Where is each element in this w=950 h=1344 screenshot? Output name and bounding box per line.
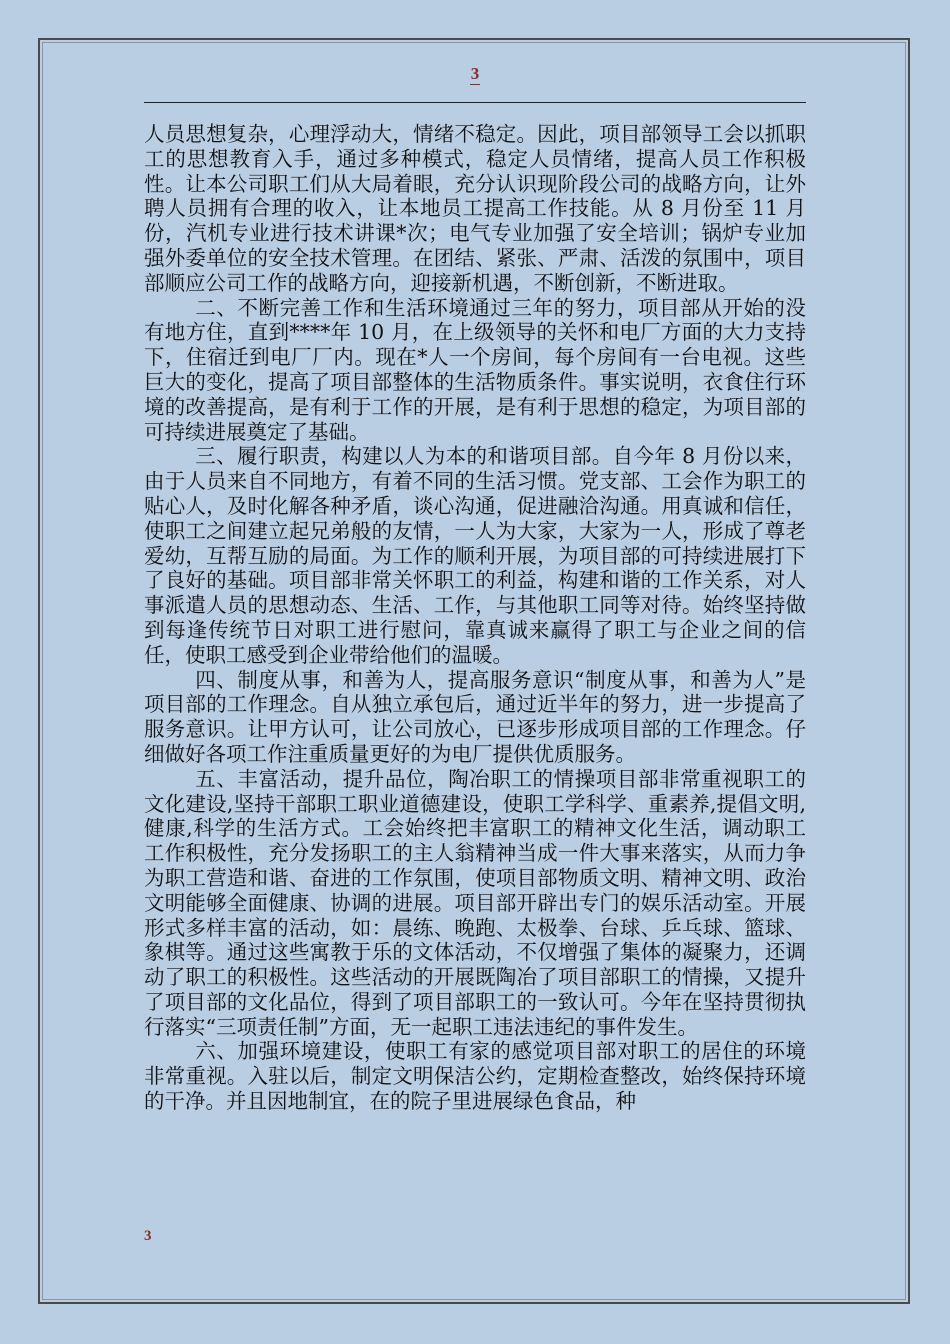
paragraph-5: 五、丰富活动，提升品位，陶冶职工的情操项目部非常重视职工的文化建设,坚持干部职工职业道德建设，使职工学科学、重素养,提倡文明,健康,科学的生活方式。工会始终把丰富职工的精神文化生活，调动职工工作积极性，充分发扬职工的主人翁精神当成一件大事来落实，从而力争为职工营造和谐、奋进的工作氛围，使项目部物质文明、精神文明、政治文明能够全面健康、协调的进展。项目部开辟出专门的娱乐活动室。开展形式多样丰富的活动，如：晨练、晚跑、太极拳、台球、乒乓球、篮球、象棋等。通过这些寓教于乐的文体活动，不仅增强了集体的凝聚力，还调动了职工的积极性。这些活动的开展既陶冶了项目部职工的情操，又提升了项目部的文化品位，得到了项目部职工的一致认可。今年在坚持贯彻执行落实“三项责任制”方面，无一起职工违法违纪的事件发生。 bbox=[144, 766, 806, 1039]
document-body bbox=[144, 122, 806, 1114]
footer-page-number: 3 bbox=[144, 1228, 152, 1244]
header-page-number: 3 bbox=[470, 64, 480, 83]
paragraph-6: 六、加强环境建设，使职工有家的感觉项目部对职工的居住的环境非常重视。入驻以后，制定文明保洁公约，定期检查整改，始终保持环境的干净。并且因地制宜，在的院子里进展绿色食品，种 bbox=[144, 1039, 806, 1114]
paragraph-3: 三、履行职责，构建以人为本的和谐项目部。自今年 8 月份以来，由于人员来自不同地方，有着不同的生活习惯。党支部、工会作为职工的贴心人，及时化解各种矛盾，谈心沟通，促进融洽沟通。用真诚和信任，使职工之间建立起兄弟般的友情，一人为大家，大家为一人，形成了尊老爱幼，互帮互励的局面。为工作的顺利开展，为项目部的可持续进展打下了良好的基础。项目部非常关怀职工的利益，构建和谐的工作关系，对人事派遣人员的思想动态、生活、工作，与其他职工同等对待。始终坚持做到每逢传统节日对职工进行慰问，靠真诚来赢得了职工与企业之间的信任，使职工感受到企业带给他们的温暖。 bbox=[144, 444, 806, 667]
paragraph-4: 四、制度从事，和善为人，提高服务意识“制度从事，和善为人”是项目部的工作理念。自从独立承包后，通过近半年的努力，进一步提高了服务意识。让甲方认可，让公司放心，已逐步形成项目部的工作理念。仔细做好各项工作注重质量更好的为电厂提供优质服务。 bbox=[144, 667, 806, 766]
paragraph-1: 人员思想复杂，心理浮动大，情绪不稳定。因此，项目部领导工会以抓职工的思想教育入手，通过多种模式，稳定人员情绪，提高人员工作积极性。让本公司职工们从大局着眼，充分认识现阶段公司的战略方向，让外聘人员拥有合理的收入，让本地员工提高工作技能。从 8 月份至 11 月份，汽机专业进行技术讲课*次；电气专业加强了安全培训；锅炉专业加强外委单位的安全技术管理。在团结、紧张、严肃、活泼的氛围中，项目部顺应公司工作的战略方向，迎接新机遇，不断创新，不断进取。 bbox=[144, 122, 806, 295]
paragraph-2: 二、不断完善工作和生活环境通过三年的努力，项目部从开始的没有地方住，直到****年 10 月，在上级领导的关怀和电厂方面的大力支持下，住宿迁到电厂厂内。现在*人一个房间，每个房间有一台电视。这些巨大的变化，提高了项目部整体的生活物质条件。事实说明，衣食住行环境的改善提高，是有利于工作的开展，是有利于思想的稳定，为项目部的可持续进展奠定了基础。 bbox=[144, 295, 806, 444]
header-divider bbox=[144, 102, 806, 103]
